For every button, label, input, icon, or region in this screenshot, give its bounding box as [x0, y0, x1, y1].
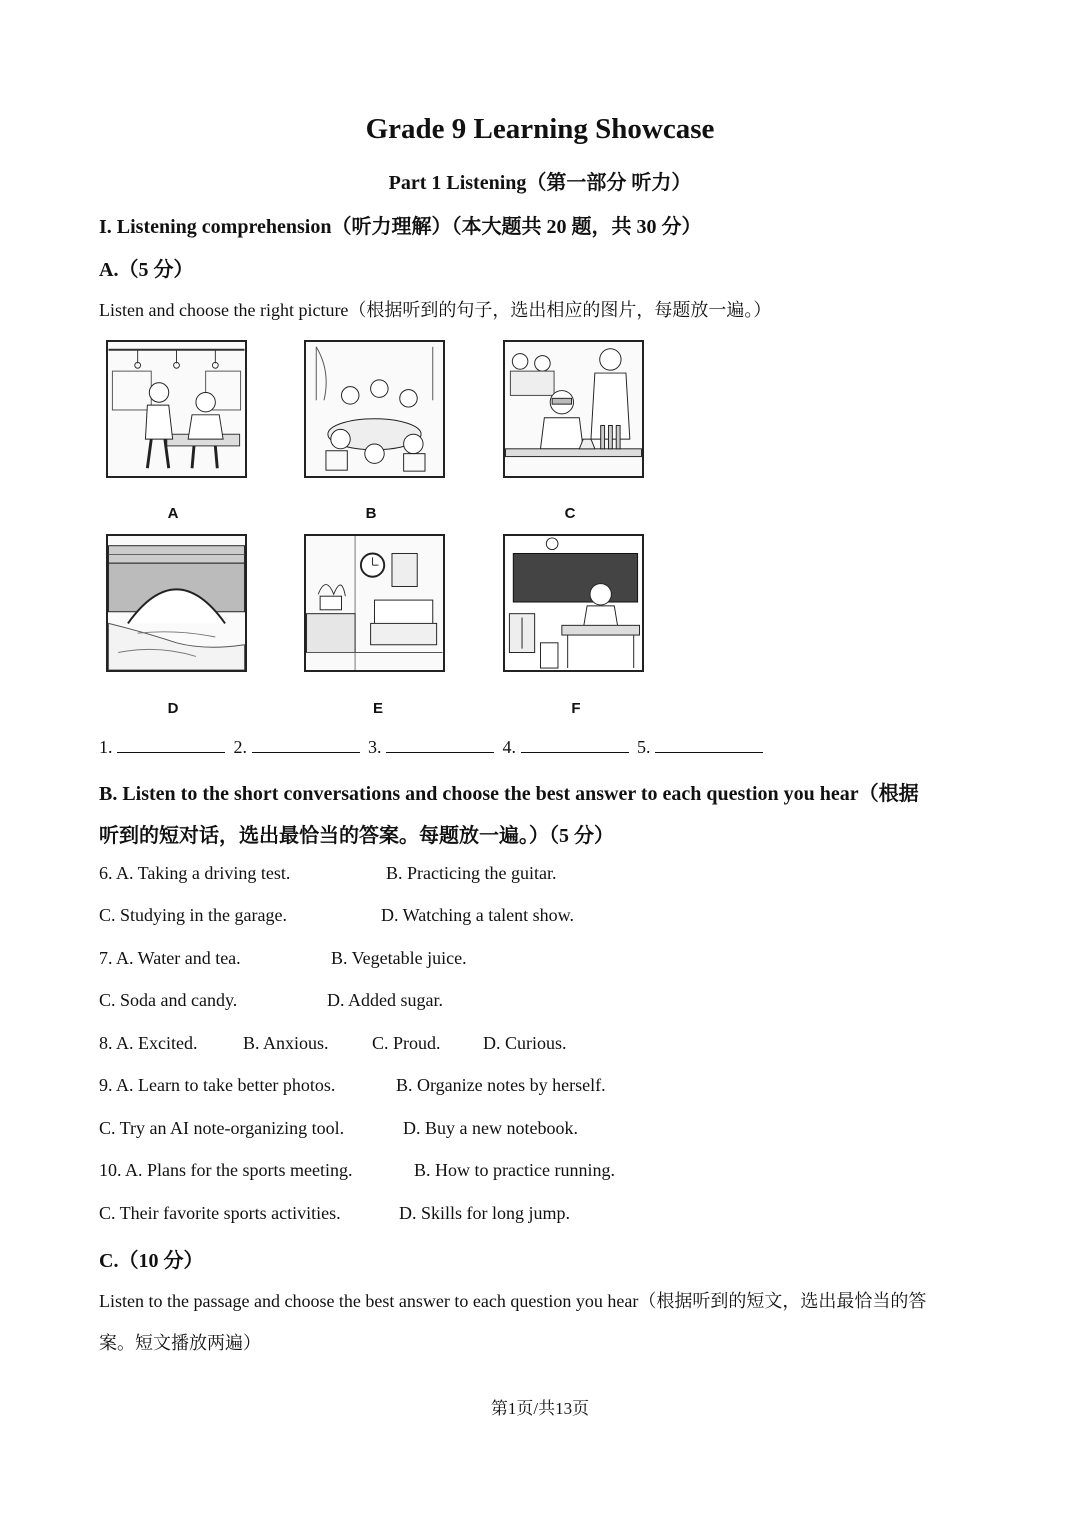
picture-label-d: D	[167, 700, 179, 717]
classroom-desk-scene-icon	[505, 536, 642, 670]
q7-option-a: 7. A. Water and tea.	[99, 948, 241, 968]
picture-b	[304, 340, 445, 478]
q6-option-b: B. Practicing the guitar.	[386, 863, 557, 883]
group-discussion-scene-icon	[306, 342, 443, 476]
section-i-heading: I. Listening comprehension（听力理解）（本大题共 20 题，共 30 分）	[99, 216, 702, 238]
q10-option-a: 10. A. Plans for the sports meeting.	[99, 1160, 353, 1180]
q10-option-c: C. Their favorite sports activities.	[99, 1203, 341, 1223]
q10-option-b: B. How to practice running.	[414, 1160, 615, 1180]
q6-option-c: C. Studying in the garage.	[99, 905, 287, 925]
picture-label-b: B	[365, 505, 377, 522]
stone-bridge-scene-icon	[108, 536, 245, 670]
living-room-scene-icon	[306, 536, 443, 670]
q8-option-a: 8. A. Excited.	[99, 1033, 198, 1053]
q7-option-d: D. Added sugar.	[327, 990, 443, 1010]
picture-f	[503, 534, 644, 672]
q9-option-b: B. Organize notes by herself.	[396, 1075, 606, 1095]
blank-label-1: 1.	[99, 737, 113, 757]
answer-blank-5[interactable]	[655, 736, 763, 753]
blank-label-3: 3.	[368, 737, 382, 757]
answer-blanks-row	[99, 736, 767, 758]
page-footer: 第1页/共13页	[490, 1399, 590, 1418]
part-title: Part 1 Listening（第一部分 听力）	[388, 172, 692, 194]
blank-label-4: 4.	[502, 737, 516, 757]
picture-a	[106, 340, 247, 478]
science-lab-scene-icon	[505, 342, 642, 476]
q9-option-d: D. Buy a new notebook.	[403, 1118, 578, 1138]
picture-label-e: E	[372, 700, 383, 717]
picture-d	[106, 534, 247, 672]
section-c-instruction: Listen to the passage and choose the best answer to each question you hear（根据听到的短文，选出最恰当的答	[99, 1291, 927, 1311]
blank-label-5: 5.	[637, 737, 651, 757]
subway-seat-scene-icon	[108, 342, 245, 476]
section-a-heading: A.（5 分）	[99, 259, 194, 281]
section-c-instruction-cont: 案。短文播放两遍）	[99, 1333, 261, 1353]
q6-option-d: D. Watching a talent show.	[381, 905, 575, 925]
q7-option-b: B. Vegetable juice.	[331, 948, 467, 968]
picture-e	[304, 534, 445, 672]
picture-label-f: F	[571, 700, 581, 717]
q7-option-c: C. Soda and candy.	[99, 990, 238, 1010]
answer-blank-4[interactable]	[521, 736, 629, 753]
q6-option-a: 6. A. Taking a driving test.	[99, 863, 291, 883]
picture-c	[503, 340, 644, 478]
q10-option-d: D. Skills for long jump.	[399, 1203, 571, 1223]
section-b-heading-cont: 听到的短对话，选出最恰当的答案。每题放一遍。）（5 分）	[99, 825, 614, 847]
q8-option-c: C. Proud.	[372, 1033, 441, 1053]
q8-option-b: B. Anxious.	[243, 1033, 329, 1053]
section-a-instruction: Listen and choose the right picture（根据听到的句子，选出相应的图片，每题放一遍。）	[99, 300, 772, 320]
blank-label-2: 2.	[233, 737, 247, 757]
page-title: Grade 9 Learning Showcase	[365, 113, 715, 145]
picture-label-c: C	[564, 505, 576, 522]
answer-blank-3[interactable]	[386, 736, 494, 753]
picture-label-a: A	[167, 505, 179, 522]
answer-blank-2[interactable]	[252, 736, 360, 753]
section-c-heading: C.（10 分）	[99, 1250, 204, 1272]
answer-blank-1[interactable]	[117, 736, 225, 753]
q9-option-a: 9. A. Learn to take better photos.	[99, 1075, 336, 1095]
q9-option-c: C. Try an AI note-organizing tool.	[99, 1118, 345, 1138]
section-b-heading: B. Listen to the short conversations and choose the best answer to each question you hear（根据	[99, 783, 919, 805]
q8-option-d: D. Curious.	[483, 1033, 567, 1053]
